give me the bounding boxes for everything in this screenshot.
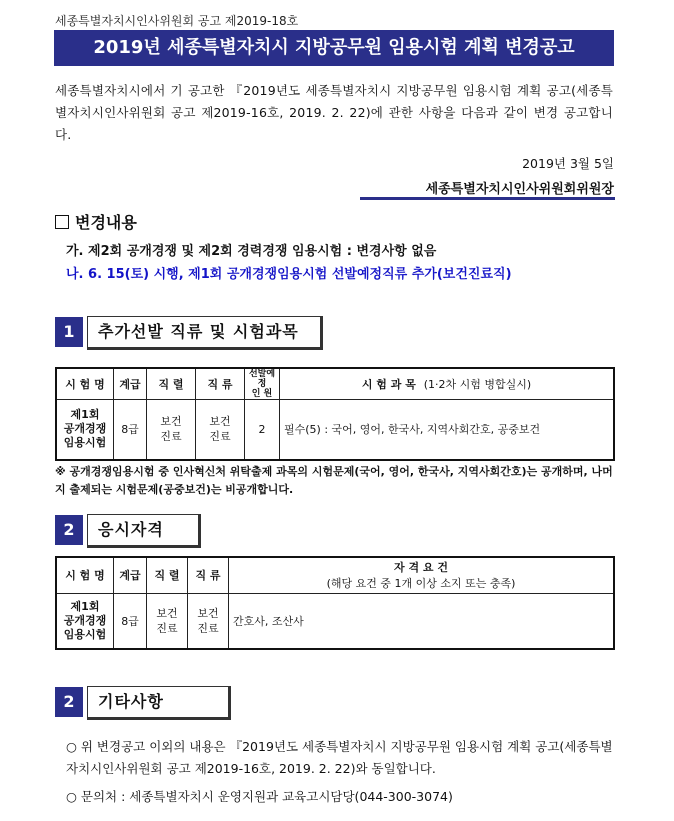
issuer-name: 세종특별자치시인사위원회위원장 — [425, 182, 614, 197]
cell-series: 보건 진료 — [147, 593, 188, 649]
other-item-2: ○ 문의처 : 세종특별자치시 운영지원과 교육고시담당(044-300-3074) — [66, 789, 453, 804]
col-header-class: 직 류 — [196, 368, 245, 400]
issuer-underline — [360, 197, 615, 200]
cell-grade: 8급 — [114, 400, 147, 460]
section1-note: ※ 공개경쟁임용시험 중 인사혁신처 위탁출제 과목의 시험문제(국어, 영어, 한국사, 지역사회간호)는 공개하며, 나머지 출제되는 시험문제(공중보건)는 비공개합니다. — [55, 465, 613, 496]
square-bullet-icon — [55, 215, 69, 229]
col-header-count: 선발예정 인 원 — [245, 368, 280, 400]
section2-heading: 응시자격 — [87, 514, 201, 548]
cell-exam: 제1회 공개경쟁 임용시험 — [56, 400, 114, 460]
col-header-qualification-note: (해당 요건 중 1개 이상 소지 또는 충족) — [326, 577, 516, 591]
page-title: 2019년 세종특별자치시 지방공무원 임용시험 계획 변경공고 — [54, 30, 614, 66]
cell-qualification: 간호사, 조산사 — [229, 593, 615, 649]
col-header-series: 직 렬 — [147, 368, 196, 400]
changes-heading-label: 변경내용 — [75, 213, 137, 232]
cell-exam: 제1회 공개경쟁 임용시험 — [56, 593, 114, 649]
change-item-b: 나. 6. 15(토) 시행, 제1회 공개경쟁임용시험 선발예정직류 추가(보건진료직) — [66, 267, 512, 282]
col-header-subjects-note: (1·2차 시험 병합실시) — [423, 378, 532, 391]
section3-heading: 기타사항 — [87, 686, 231, 720]
cell-class: 보건 진료 — [196, 400, 245, 460]
cell-series: 보건 진료 — [147, 400, 196, 460]
cell-class: 보건 진료 — [188, 593, 229, 649]
notice-number: 세종특별자치시인사위원회 공고 제2019-18호 — [55, 14, 299, 28]
col-header-subjects-label: 시 험 과 목 — [361, 378, 416, 391]
section2-table — [55, 556, 615, 650]
section1-heading: 추가선발 직류 및 시험과목 — [87, 316, 323, 350]
cell-count: 2 — [245, 400, 280, 460]
col-header-exam: 시 험 명 — [56, 368, 114, 400]
section2-number: 2 — [55, 515, 83, 545]
section1-table — [55, 367, 615, 461]
section1-number: 1 — [55, 317, 83, 347]
col-header-qualification-label: 자 격 요 건 — [394, 561, 448, 575]
other-item-1: ○ 위 변경공고 이외의 내용은 『2019년도 세종특별자치시 지방공무원 임용시험 계획 공고(세종특별자치시인사위원회 공고 제2019-16호, 2019. 2. 22)와 동일합니다. — [66, 739, 613, 776]
col-header-subjects — [280, 368, 615, 400]
col-header-grade: 계급 — [114, 557, 147, 593]
col-header-grade: 계급 — [114, 368, 147, 400]
col-header-exam: 시 험 명 — [56, 557, 114, 593]
intro-paragraph: 세종특별자치시에서 기 공고한 『2019년도 세종특별자치시 지방공무원 임용시험 계획 공고(세종특별자치시인사위원회 공고 제2019-16호, 2019. 2. 22)에 관한 사항을 다음과 같이 변경 공고합니다. — [55, 83, 613, 142]
col-header-qualification — [229, 557, 615, 593]
col-header-series: 직 렬 — [147, 557, 188, 593]
notice-date: 2019년 3월 5일 — [522, 156, 614, 171]
col-header-class: 직 류 — [188, 557, 229, 593]
changes-heading — [55, 210, 137, 233]
change-item-a: 가. 제2회 공개경쟁 및 제2회 경력경쟁 임용시험 : 변경사항 없음 — [66, 244, 437, 259]
cell-subjects: 필수(5) : 국어, 영어, 한국사, 지역사회간호, 공중보건 — [280, 400, 615, 460]
section3-number: 2 — [55, 687, 83, 717]
cell-grade: 8급 — [114, 593, 147, 649]
